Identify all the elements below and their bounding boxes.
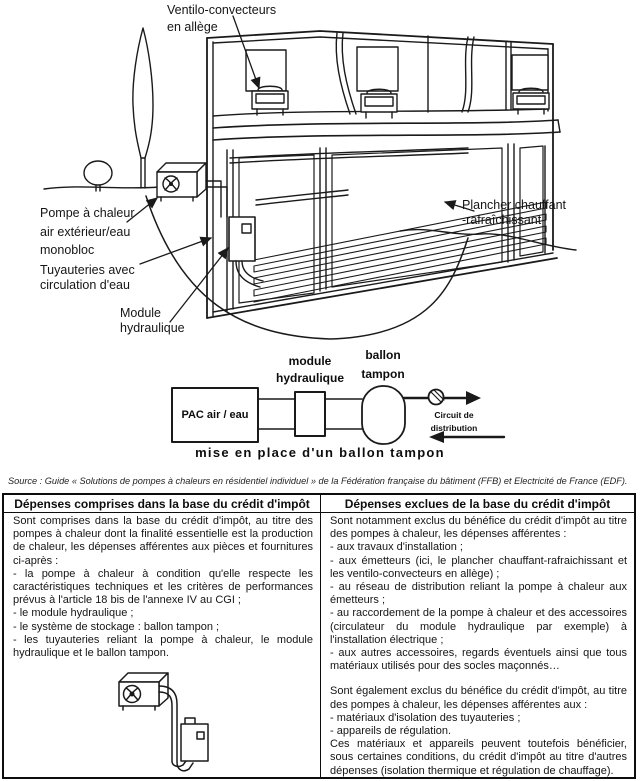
- hydraulic-module: [229, 190, 348, 287]
- paragraph: - matériaux d'isolation des tuyauteries ;: [330, 711, 521, 724]
- paragraph: - aux autres accessoires, regards éventuels ainsi que tous matériaux utilisés pour des socles maçonnés…: [330, 647, 627, 673]
- label-pompe-a-chaleur: Pompe à chaleur air extérieur/eau monobloc: [40, 206, 135, 257]
- included-expenses-header: Dépenses comprises dans la base du crédit d'impôt: [4, 495, 320, 513]
- schematic-pac-label: PAC air / eau: [181, 409, 249, 421]
- paragraph: - la pompe à chaleur à condition qu'elle respecte les caractéristiques techniques et les critères de performances prévus à l'article 18 bis de l'annexe IV au CGI ;: [13, 567, 313, 607]
- excluded-expenses-header: Dépenses exclues de la base du crédit d'impôt: [321, 495, 634, 513]
- paragraph: - le module hydraulique ;: [13, 607, 134, 620]
- monobloc-pump-diagram: [105, 668, 235, 777]
- label-module-hydraulique: Module hydraulique: [120, 306, 185, 335]
- paragraph: Ces matériaux et appareils peuvent toutefois bénéficier, sous certaines conditions, du crédit d'impôt au titre d'autres dépenses (isolation thermique et régulation de chauffage).: [330, 738, 627, 777]
- schematic-ballon-label: ballon tampon: [361, 348, 405, 381]
- schematic-module-label: module hydraulique: [276, 354, 345, 385]
- paragraph: - le système de stockage : ballon tampon ;: [13, 620, 220, 633]
- tree: [133, 28, 153, 158]
- module-box: [295, 392, 325, 436]
- excluded-expenses-cell: [321, 513, 634, 777]
- schematic-circuit-label: Circuit de distribution: [430, 410, 478, 433]
- included-expenses-column: [4, 495, 320, 777]
- excluded-expenses-column: [320, 495, 634, 777]
- credit-impot-table: [2, 493, 636, 779]
- paragraph: - appareils de régulation.: [330, 725, 452, 738]
- paragraph: - les tuyauteries reliant la pompe à chaleur, le module hydraulique et le ballon tampon.: [13, 633, 313, 660]
- paragraph: - aux émetteurs (ici, le plancher chauffant-rafraichissant et les ventilo-convecteurs en allège) ;: [330, 554, 627, 580]
- paragraph: - aux travaux d'installation ;: [330, 541, 463, 554]
- paragraph: - au raccordement de la pompe à chaleur et des accessoires (circulateur du module hydraulique par exemple) à l'installation électrique ;: [330, 607, 627, 646]
- buffer-tank: [362, 386, 405, 444]
- label-plancher-chauffant: Plancher chauffant -rafraîchissant: [462, 198, 567, 227]
- source-line: Source : Guide « Solutions de pompes à chaleurs en résidentiel individuel » de la Fédération française du bâtiment (FFB) et Electricité de France (EDF).: [8, 476, 628, 486]
- paragraph: Sont comprises dans la base du crédit d'impôt, au titre des pompes à chaleur dont la finalité essentielle est la production de chaleur, les dépenses afférentes aux pièces et fournitures ci-après :: [13, 515, 313, 567]
- paragraph: Sont notamment exclus du bénéfice du crédit d'impôt au titre des pompes à chaleur, les dépenses afférentes :: [330, 515, 627, 541]
- paragraph-gap: [330, 673, 627, 685]
- paragraph: - au réseau de distribution reliant la pompe à chaleur aux émetteurs ;: [330, 581, 627, 607]
- schematic-caption: mise en place d'un ballon tampon: [195, 445, 445, 460]
- outdoor-heat-pump: [157, 163, 227, 217]
- building: [207, 31, 560, 318]
- label-ventilo-convecteurs: Ventilo-convecteurs en allège: [167, 3, 277, 34]
- label-tuyauteries: Tuyauteries avec circulation d'eau: [40, 263, 135, 292]
- included-expenses-cell: [4, 513, 320, 777]
- bush: [84, 161, 112, 185]
- paragraph: Sont également exclus du bénéfice du crédit d'impôt, au titre des pompes à chaleur, les dépenses afférentes aux :: [330, 685, 627, 711]
- ventilo-convecteur-units: [252, 86, 549, 118]
